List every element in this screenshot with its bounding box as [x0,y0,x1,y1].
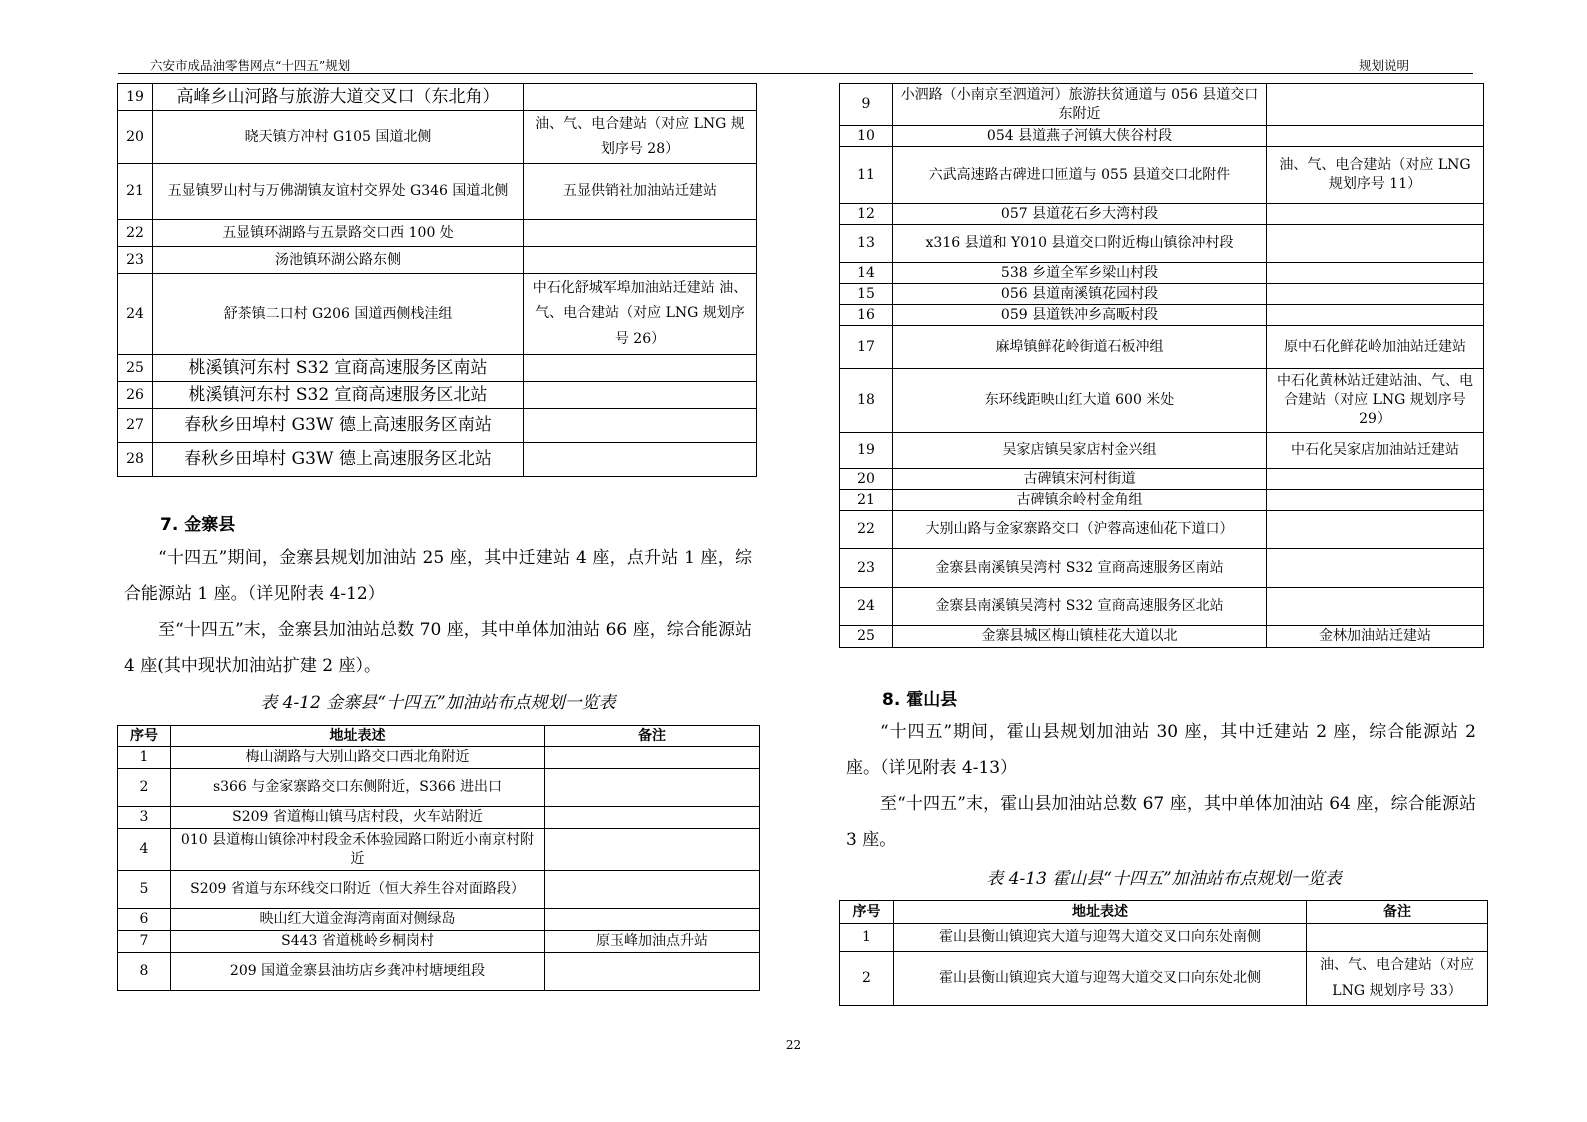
address-cell: S209 省道梅山镇马店村段，火车站附近 [171,807,545,829]
header-divider [118,73,1473,74]
address-cell: 六武高速路古碑进口匝道与 055 县道交口北附件 [893,147,1267,204]
jinzhai-paragraph-1: “十四五”期间，金寨县规划加油站 25 座，其中迁建站 4 座，点升站 1 座，综合能源站 1 座。（详见附表 4-12） [124,548,752,604]
column-header-address: 地址表述 [894,901,1307,924]
table-row [840,284,1484,305]
row-number: 9 [840,84,893,126]
note-cell [1267,225,1484,263]
row-number: 4 [118,829,171,871]
note-cell: 油、气、电合建站（对应 LNG 规划序号 11） [1267,147,1484,204]
note-cell [1267,204,1484,225]
table-row [840,469,1484,490]
huoshan-table [839,900,1488,1006]
row-number: 2 [840,952,894,1006]
note-cell: 中石化黄林站迁建站油、气、电合建站（对应 LNG 规划序号 29） [1267,369,1484,433]
address-cell: 059 县道铁冲乡高畈村段 [893,305,1267,326]
shucheng-table-continued [117,83,757,477]
note-cell [1267,469,1484,490]
table-row [840,490,1484,511]
address-cell: 梅山湖路与大别山路交口西北角附近 [171,747,545,769]
table-row [118,382,757,409]
address-cell: 金寨县南溪镇吴湾村 S32 宣商高速服务区南站 [893,549,1267,588]
note-cell [524,220,757,247]
row-number: 24 [118,274,153,355]
note-cell [1267,263,1484,284]
table-row [118,247,757,274]
table-row [118,747,760,769]
note-cell [545,953,760,991]
row-number: 13 [840,225,893,263]
address-cell: 057 县道花石乡大湾村段 [893,204,1267,225]
row-number: 8 [118,953,171,991]
note-cell: 原玉峰加油点升站 [545,931,760,953]
table-row [118,355,757,382]
table-row [118,829,760,871]
page-number: 22 [785,1038,802,1052]
table-row [840,263,1484,284]
address-cell: 五显镇罗山村与万佛湖镇友谊村交界处 G346 国道北侧 [153,164,524,220]
table-row [118,274,757,355]
huoshan-table-caption: 表 4-13 霍山县“十四五”加油站布点规划一览表 [986,869,1342,889]
row-number: 21 [840,490,893,511]
note-cell: 金林加油站迁建站 [1267,626,1484,648]
table-row [118,953,760,991]
row-number: 20 [840,469,893,490]
row-number: 5 [118,871,171,909]
row-number: 26 [118,382,153,409]
row-number: 23 [840,549,893,588]
row-number: 14 [840,263,893,284]
address-cell: 桃溪镇河东村 S32 宣商高速服务区南站 [153,355,524,382]
jinzhai-paragraph-2: 至“十四五”末，金寨县加油站总数 70 座，其中单体加油站 66 座，综合能源站 4 座(其中现状加油站扩建 2 座）。 [124,620,752,676]
address-cell: 汤池镇环湖公路东侧 [153,247,524,274]
row-number: 19 [840,433,893,469]
address-cell: 金寨县南溪镇吴湾村 S32 宣商高速服务区北站 [893,588,1267,626]
address-cell: 春秋乡田埠村 G3W 德上高速服务区南站 [153,409,524,443]
column-header-number: 序号 [118,726,171,747]
table-row [840,952,1488,1006]
address-cell: 映山红大道金海湾南面对侧绿岛 [171,909,545,931]
jinzhai-table [117,725,760,991]
table-row [118,409,757,443]
address-cell: 金寨县城区梅山镇桂花大道以北 [893,626,1267,648]
document-header-section: 规划说明 [1358,58,1409,73]
row-number: 21 [118,164,153,220]
note-cell [545,747,760,769]
address-cell: 010 县道梅山镇徐冲村段金禾体验园路口附近小南京村附近 [171,829,545,871]
table-row [118,111,757,164]
table-row [840,626,1484,648]
address-cell: 小泗路（小南京至泗道河）旅游扶贫通道与 056 县道交口东附近 [893,84,1267,126]
address-cell: 五显镇环湖路与五景路交口西 100 处 [153,220,524,247]
note-cell [545,769,760,807]
note-cell [1267,490,1484,511]
note-cell [1267,549,1484,588]
table-row [118,931,760,953]
table-row [840,225,1484,263]
address-cell: 古碑镇宋河村街道 [893,469,1267,490]
note-cell [1267,84,1484,126]
note-cell: 原中石化鲜花岭加油站迁建站 [1267,326,1484,369]
column-header-note: 备注 [1307,901,1488,924]
address-cell: 大别山路与金家寨路交口（沪蓉高速仙花下道口） [893,511,1267,549]
note-cell [545,807,760,829]
table-row [118,871,760,909]
row-number: 2 [118,769,171,807]
address-cell: 054 县道燕子河镇大侠谷村段 [893,126,1267,147]
row-number: 3 [118,807,171,829]
row-number: 7 [118,931,171,953]
note-cell [1267,126,1484,147]
table-row [118,220,757,247]
address-cell: S209 省道与东环线交口附近（恒大养生谷对面路段） [171,871,545,909]
table-row [840,549,1484,588]
note-cell [1267,284,1484,305]
table-row [840,326,1484,369]
row-number: 23 [118,247,153,274]
table-row [840,147,1484,204]
row-number: 22 [118,220,153,247]
address-cell: 538 乡道全军乡梁山村段 [893,263,1267,284]
address-cell: 桃溪镇河东村 S32 宣商高速服务区北站 [153,382,524,409]
note-cell [1267,511,1484,549]
address-cell: 古碑镇余岭村金角组 [893,490,1267,511]
address-cell: 晓天镇方冲村 G105 国道北侧 [153,111,524,164]
table-row [118,769,760,807]
address-cell: 舒茶镇二口村 G206 国道西侧栈洼组 [153,274,524,355]
note-cell [524,382,757,409]
row-number: 16 [840,305,893,326]
table-row [118,164,757,220]
note-cell [524,355,757,382]
address-cell: 霍山县衡山镇迎宾大道与迎驾大道交叉口向东处北侧 [894,952,1307,1006]
table-row [118,807,760,829]
note-cell [1267,588,1484,626]
row-number: 20 [118,111,153,164]
table-row [840,204,1484,225]
note-cell: 五显供销社加油站迁建站 [524,164,757,220]
huoshan-heading: 8. 霍山县 [882,690,958,710]
table-row [840,126,1484,147]
table-row [118,443,757,477]
row-number: 12 [840,204,893,225]
table-row [118,909,760,931]
table-header-row [840,901,1488,924]
jinzhai-table-caption: 表 4-12 金寨县“十四五”加油站布点规划一览表 [260,693,616,713]
row-number: 1 [840,924,894,952]
row-number: 18 [840,369,893,433]
note-cell [524,443,757,477]
address-cell: S443 省道桃岭乡桐岗村 [171,931,545,953]
row-number: 25 [840,626,893,648]
jinzhai-table-continued [839,83,1484,648]
table-row [840,84,1484,126]
column-header-number: 序号 [840,901,894,924]
table-row [840,511,1484,549]
note-cell: 油、气、电合建站（对应 LNG 规划序号 33） [1307,952,1488,1006]
note-cell [545,829,760,871]
address-cell: 高峰乡山河路与旅游大道交叉口（东北角） [153,84,524,111]
note-cell [1307,924,1488,952]
row-number: 11 [840,147,893,204]
row-number: 22 [840,511,893,549]
note-cell [1267,305,1484,326]
address-cell: 麻埠镇鲜花岭街道石板冲组 [893,326,1267,369]
row-number: 17 [840,326,893,369]
huoshan-paragraph-2: 至“十四五”末，霍山县加油站总数 67 座，其中单体加油站 64 座，综合能源站 3 座。 [846,794,1476,850]
row-number: 25 [118,355,153,382]
table-row [840,369,1484,433]
note-cell: 中石化舒城军埠加油站迁建站 油、气、电合建站（对应 LNG 规划序号 26） [524,274,757,355]
table-header-row [118,726,760,747]
note-cell [524,247,757,274]
row-number: 6 [118,909,171,931]
address-cell: 春秋乡田埠村 G3W 德上高速服务区北站 [153,443,524,477]
row-number: 24 [840,588,893,626]
address-cell: x316 县道和 Y010 县道交口附近梅山镇徐冲村段 [893,225,1267,263]
row-number: 10 [840,126,893,147]
table-row [840,305,1484,326]
row-number: 15 [840,284,893,305]
address-cell: 209 国道金寨县油坊店乡龚冲村塘埂组段 [171,953,545,991]
jinzhai-heading: 7. 金寨县 [160,515,236,535]
table-row [840,433,1484,469]
address-cell: 056 县道南溪镇花园村段 [893,284,1267,305]
note-cell [545,909,760,931]
document-header-title: 六安市成品油零售网点“十四五”规划 [150,58,351,73]
address-cell: s366 与金家寨路交口东侧附近，S366 进出口 [171,769,545,807]
row-number: 28 [118,443,153,477]
row-number: 27 [118,409,153,443]
table-row [840,588,1484,626]
column-header-note: 备注 [545,726,760,747]
row-number: 1 [118,747,171,769]
address-cell: 霍山县衡山镇迎宾大道与迎驾大道交叉口向东处南侧 [894,924,1307,952]
note-cell: 油、气、电合建站（对应 LNG 规划序号 28） [524,111,757,164]
address-cell: 吴家店镇吴家店村金兴组 [893,433,1267,469]
note-cell [545,871,760,909]
row-number: 19 [118,84,153,111]
column-header-address: 地址表述 [171,726,545,747]
note-cell [524,84,757,111]
table-row [118,84,757,111]
huoshan-paragraph-1: “十四五”期间，霍山县规划加油站 30 座，其中迁建站 2 座，综合能源站 2 座。（详见附表 4-13） [846,722,1476,778]
note-cell [524,409,757,443]
note-cell: 中石化吴家店加油站迁建站 [1267,433,1484,469]
address-cell: 东环线距映山红大道 600 米处 [893,369,1267,433]
table-row [840,924,1488,952]
